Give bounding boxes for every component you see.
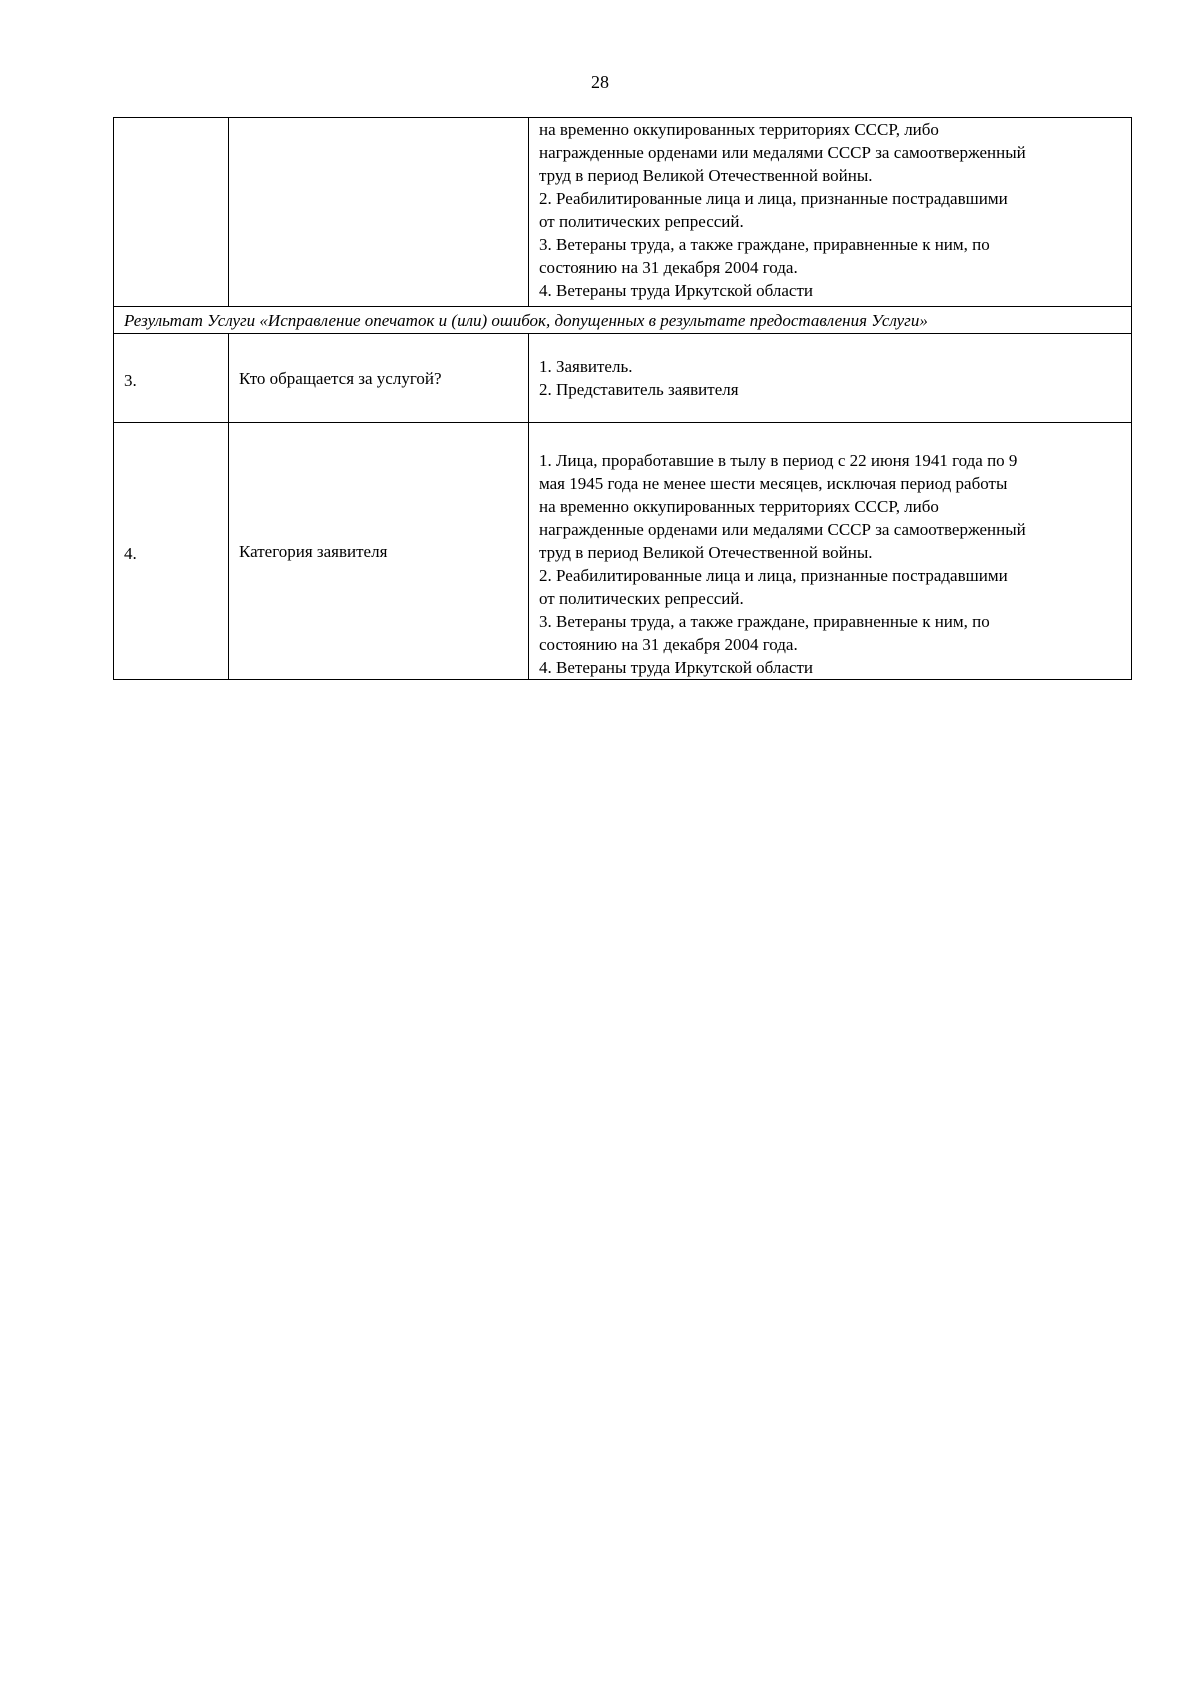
answer-line: 2. Реабилитированные лица и лица, признанные пострадавшими (539, 566, 1008, 585)
section-heading: Результат Услуги «Исправление опечаток и (или) ошибок, допущенных в результате предоставления Услуги» (114, 307, 1132, 334)
row-answer (529, 423, 1132, 680)
answer-line: 2. Представитель заявителя (539, 380, 739, 399)
row-question: Категория заявителя (229, 423, 529, 680)
row-number: 3. (114, 334, 229, 423)
table-row-continuation (114, 118, 1132, 307)
row-answer (529, 334, 1132, 423)
answer-line: труд в период Великой Отечественной войны. (539, 543, 873, 562)
answer-line: 2. Реабилитированные лица и лица, признанные пострадавшими (539, 189, 1008, 208)
answer-line: состоянию на 31 декабря 2004 года. (539, 258, 798, 277)
answer-line: состоянию на 31 декабря 2004 года. (539, 635, 798, 654)
answer-line: мая 1945 года не менее шести месяцев, исключая период работы (539, 474, 1008, 493)
row-question: Кто обращается за услугой? (229, 334, 529, 423)
answer-line: награжденные орденами или медалями СССР за самоотверженный (539, 143, 1026, 162)
answer-line: на временно оккупированных территориях СССР, либо (539, 497, 939, 516)
answer-line: награжденные орденами или медалями СССР за самоотверженный (539, 520, 1026, 539)
answer-line: 1. Лица, проработавшие в тылу в период с 22 июня 1941 года по 9 (539, 451, 1018, 470)
answer-line: на временно оккупированных территориях СССР, либо (539, 120, 939, 139)
answer-line: 3. Ветераны труда, а также граждане, приравненные к ним, по (539, 235, 990, 254)
answer-line: от политических репрессий. (539, 589, 744, 608)
answer-line: от политических репрессий. (539, 212, 744, 231)
table-row (114, 334, 1132, 423)
page-number: 28 (591, 72, 609, 92)
table-row-section (114, 307, 1132, 334)
answer-line: труд в период Великой Отечественной войны. (539, 166, 873, 185)
cell-answer-continuation (529, 118, 1132, 307)
answer-line: 3. Ветераны труда, а также граждане, приравненные к ним, по (539, 612, 990, 631)
answer-line: 4. Ветераны труда Иркутской области (539, 658, 814, 677)
services-table (113, 117, 1132, 680)
cell-question-empty (229, 118, 529, 307)
table-row (114, 423, 1132, 680)
answer-line: 1. Заявитель. (539, 357, 633, 376)
cell-number-empty (114, 118, 229, 307)
answer-line: 4. Ветераны труда Иркутской области (539, 281, 814, 300)
row-number: 4. (114, 423, 229, 680)
